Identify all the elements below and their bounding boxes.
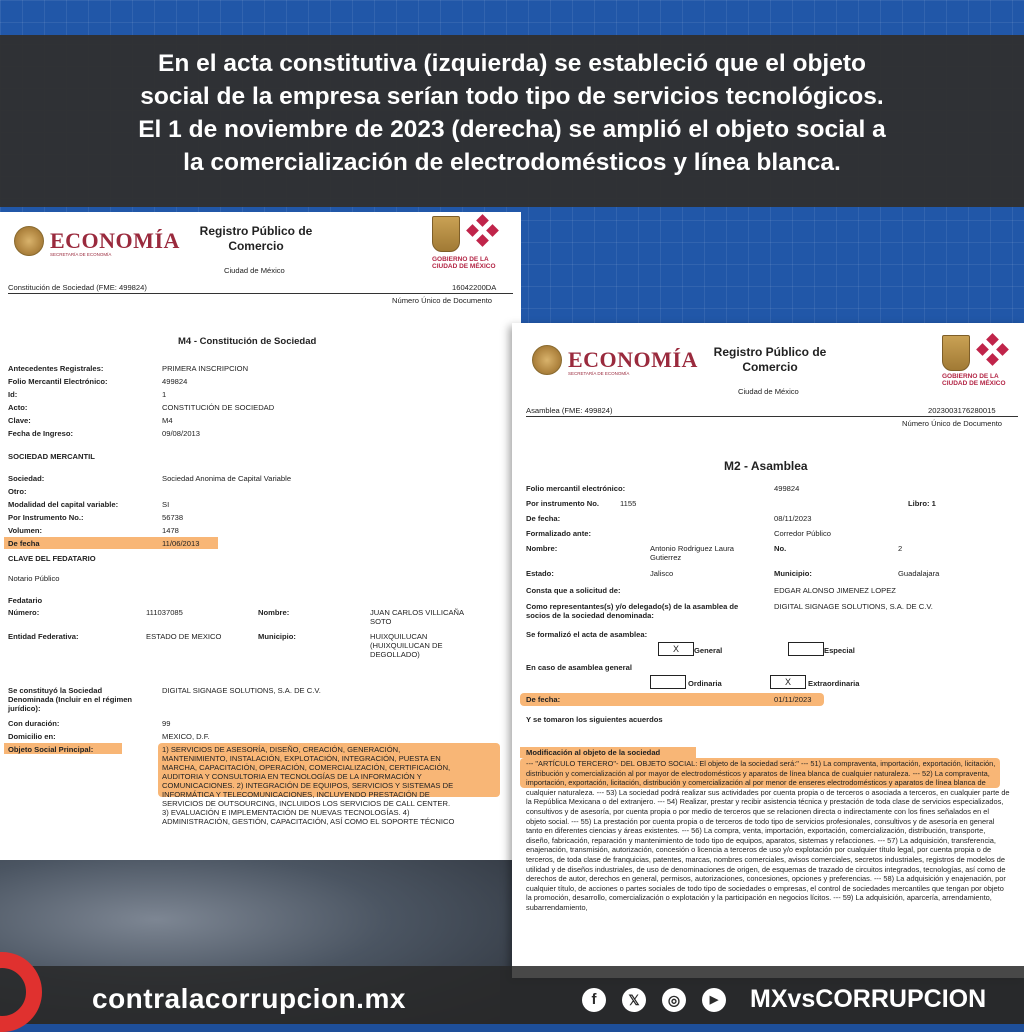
field-label: Folio mercantil electrónico:: [526, 484, 626, 493]
checkbox-label: Extraordinaria: [808, 679, 860, 688]
field-value: 111037085: [146, 608, 183, 617]
field-label: Municipio:: [774, 569, 812, 578]
nud-label: Número Único de Documento: [392, 296, 493, 305]
cdmx-label-line: GOBIERNO DE LA: [432, 256, 489, 263]
text-line: ADMINISTRACIÓN, GESTIÓN, CAPACITACIÓN, ASÍ COMO EL SOPORTE TÉCNICO: [162, 817, 455, 826]
field-value: 499824: [162, 377, 188, 386]
doc-title-line: Comercio: [228, 239, 284, 253]
brand-subtitle: SECRETARÍA DE ECONOMÍA: [568, 371, 630, 376]
field-label: Fecha de Ingreso:: [8, 429, 73, 438]
cdmx-mark-icon: [468, 216, 498, 246]
doc-title: [196, 224, 316, 254]
document-constitucion: [0, 212, 521, 860]
field-value: Guadalajara: [898, 569, 940, 578]
field-value: 1: [162, 390, 167, 399]
field-label: Con duración:: [8, 719, 60, 728]
cdmx-label: [432, 256, 496, 270]
ref-right: 16042200DA: [452, 283, 497, 292]
value-line: DEGOLLADO): [370, 650, 420, 659]
field-value: MEXICO, D.F.: [162, 732, 210, 741]
field-value: 499824: [774, 484, 800, 493]
field-value: DIGITAL SIGNAGE SOLUTIONS, S.A. DE C.V.: [774, 602, 933, 611]
field-value: Jalisco: [650, 569, 674, 578]
section-title: M2 - Asamblea: [724, 459, 808, 473]
ref-right: 2023003176280015: [928, 406, 996, 415]
seal-icon: [14, 226, 44, 256]
field-value: [370, 608, 464, 626]
field-value: 08/11/2023: [774, 514, 812, 523]
coat-of-arms-icon: [432, 216, 460, 252]
field-label: Objeto Social Principal:: [8, 745, 94, 754]
ref-left: Asamblea (FME: 499824): [526, 406, 613, 415]
section-heading: CLAVE DEL FEDATARIO: [8, 554, 96, 563]
field-value: DIGITAL SIGNAGE SOLUTIONS, S.A. DE C.V.: [162, 686, 321, 695]
acuerdos-label: Y se tomaron los siguientes acuerdos: [526, 715, 663, 724]
checkbox-label: General: [694, 646, 723, 655]
field-label: Por instrumento No.: [526, 499, 599, 508]
field-value: Corredor Público: [774, 529, 831, 538]
field-value: SI: [162, 500, 170, 509]
field-value: 1478: [162, 526, 179, 535]
field-label: Sociedad:: [8, 474, 45, 483]
fedatario: Fedatario: [8, 596, 43, 605]
value-line: JUAN CARLOS VILLICAÑA: [370, 608, 465, 617]
field-label: De fecha:: [526, 695, 561, 704]
label-line: jurídico):: [8, 704, 41, 713]
checkbox-label: Especial: [824, 646, 855, 655]
field-label: En caso de asamblea general: [526, 663, 632, 672]
field-value: 09/08/2013: [162, 429, 201, 438]
text-line: 3) EVALUACIÓN E IMPLEMENTACIÓN DE NUEVAS TECNOLOGÍAS. 4): [162, 808, 410, 817]
site-link[interactable]: contralacorrupcion.mx: [92, 983, 406, 1014]
header-line: social de la empresa serían todo tipo de servicios tecnológicos.: [140, 83, 884, 110]
city: Ciudad de México: [224, 266, 285, 275]
text-line: AUDITORIA Y CONSULTORIA EN TECNOLOGÍAS DE LA INFORMACIÓN Y: [162, 772, 422, 781]
field-value: 11/06/2013: [162, 539, 200, 548]
field-value: Libro: 1: [908, 499, 936, 508]
cdmx-mark-icon: [978, 335, 1008, 365]
checkbox-ordinaria: [650, 675, 686, 689]
doc-title-line: Registro Público de: [713, 345, 827, 359]
city: Ciudad de México: [738, 387, 799, 396]
x-icon[interactable]: 𝕏: [622, 988, 646, 1012]
value-line: (HUIXQUILUCAN DE: [370, 641, 443, 650]
text-line: COMUNICACIONES. 2) INTEGRACIÓN DE EQUIPOS, SERVICIOS Y SISTEMAS DE: [162, 781, 454, 790]
field-label: Número:: [8, 608, 40, 617]
cdmx-label-line: CIUDAD DE MÉXICO: [432, 263, 496, 270]
field-label: Por Instrumento No.:: [8, 513, 84, 522]
header-line: El 1 de noviembre de 2023 (derecha) se amplió el objeto social a: [138, 116, 886, 143]
facebook-icon[interactable]: f: [582, 988, 606, 1012]
cdmx-label-line: GOBIERNO DE LA: [942, 373, 999, 380]
label-line: Denominada (Incluir en el régimen: [8, 695, 133, 704]
cdmx-logo: [942, 335, 1008, 371]
field-value: 56738: [162, 513, 184, 522]
field-value: 2: [898, 544, 903, 553]
checkbox-label: Ordinaria: [688, 679, 722, 688]
field-label: Se formalizó el acta de asamblea:: [526, 630, 648, 639]
field-label: Otro:: [8, 487, 27, 496]
text-line: 1) SERVICIOS DE ASESORÍA, DISEÑO, CREACIÓN, GENERACIÓN,: [162, 745, 401, 754]
value-line: HUIXQUILUCAN: [370, 632, 428, 641]
text-line: INFORMÁTICA Y TELECOMUNICACIONES, INCLUYENDO PRESTACIÓN DE: [162, 790, 430, 799]
divider: [526, 416, 1018, 417]
checkbox-general: X: [658, 642, 694, 656]
brand-subtitle: SECRETARÍA DE ECONOMÍA: [50, 252, 112, 257]
field-label: De fecha:: [526, 514, 561, 523]
cdmx-label-line: CIUDAD DE MÉXICO: [942, 380, 1006, 387]
youtube-icon[interactable]: ▶: [702, 988, 726, 1012]
field-label: Acto:: [8, 403, 28, 412]
field-label: Municipio:: [258, 632, 296, 641]
section-title: M4 - Constitución de Sociedad: [178, 336, 317, 347]
ref-left: Constitución de Sociedad (FME: 499824): [8, 283, 147, 292]
field-label: Formalizado ante:: [526, 529, 591, 538]
doc-title-line: Registro Público de: [199, 224, 313, 238]
field-label: No.: [774, 544, 787, 553]
field-value: [650, 544, 734, 562]
social-handle[interactable]: MXvsCORRUPCION: [750, 985, 987, 1013]
field-label: Volumen:: [8, 526, 43, 535]
field-value: ESTADO DE MEXICO: [146, 632, 222, 641]
value-line: SOTO: [370, 617, 392, 626]
field-label: [526, 602, 738, 620]
field-label: Estado:: [526, 569, 554, 578]
field-value: 01/11/2023: [774, 695, 812, 704]
text-line: MANTENIMIENTO, INSTALACIÓN, EXPLOTACIÓN, INTEGRACIÓN, PUESTA EN: [162, 754, 441, 763]
divider: [8, 293, 513, 294]
field-value: CONSTITUCIÓN DE SOCIEDAD: [162, 403, 275, 412]
field-label: Id:: [8, 390, 18, 399]
field-value: 99: [162, 719, 171, 728]
cdmx-label: [942, 373, 1006, 387]
notario: Notario Público: [8, 574, 60, 583]
header-line: En el acta constitutiva (izquierda) se estableció que el objeto: [158, 50, 866, 77]
value-line: Gutierrez: [650, 553, 682, 562]
field-label: Nombre:: [258, 608, 290, 617]
doc-title: [708, 345, 832, 375]
field-label: Folio Mercantil Electrónico:: [8, 377, 108, 386]
text-line: MARCHA, CAPACITACIÓN, OPERACIÓN, COMERCIALIZACIÓN, CERTIFICACIÓN,: [162, 763, 451, 772]
field-value: PRIMERA INSCRIPCION: [162, 364, 249, 373]
mod-text: --- "ARTÍCULO TERCERO"- DEL OBJETO SOCIAL: El objeto de la sociedad será:" --- 51) La compraventa, importación, exportación, licitación, distribución y comercialización al por mayor de electrodomésticos y aparatos de línea blanca de cualquier naturaleza. --- 52) La compraventa, importación, exportación, licitación, distribución y comercialización al por menor de enseres electrodomésticos y aparatos de línea blanca de cualquier naturaleza. --- 53) La sociedad podrá realizar sus actividades por cuenta propia o de terceros o asociada a terceros, en cualquier parte de la República Mexicana o del extranjero. --- 54) Realizar, prestar y recibir asistencia técnica y prestación de toda clase de servicios especializados, consultivos y de asesoría, por cuenta propia o por medio de terceros que se relacionen directa o indirectamente con los fines señalados en el objeto social. --- 55) La prestación por cuenta propia o de terceros de todo tipo de servicios profesionales, consultivos y de asesoría en general tanto en diferentes ciencias y áreas existentes. --- 56) La compra, venta, importación, exportación, comercialización, distribución, transporte, diseño, fabricación, reparación y mantenimiento de todo tipo de equipos, aparatos, sistemas y refacciones. --- 57) La adquisición, transferencia, enajenación, transmisión, autorización, concesión o licencia a terceros de uso y/o explotación por cualquier título legal, por cuenta propia o de terceros, de toda clase de franquicias, patentes, marcas, nombres comerciales, avisos comerciales, secretos industriales, registros de modelos de utilidad y de diseños industriales, de uso de denominaciones de origen, de esquemas de trazado de circuitos integrados, tecnologías, así como de derechos de autor, derechos en general, permisos, autorizaciones, concesiones, opciones y preferencias. --- 58) La adquisición y enajenación, por cualquier título, de acciones o partes sociales de todo tipo de sociedades o empresas, el control de sociedades mercantiles que tengan por objeto la promoción, desarrollo, comercialización o explotación y la participación en negocios lícitos. --- 59) La adquisición, aparcería, arrendamiento, subarrendamiento,: [526, 759, 1010, 912]
field-label: Consta que a solicitud de:: [526, 586, 621, 595]
document-asamblea: [512, 323, 1024, 978]
field-label: Clave:: [8, 416, 31, 425]
header-line: la comercialización de electrodomésticos y línea blanca.: [183, 149, 841, 176]
doc-title-line: Comercio: [742, 360, 798, 374]
label-line: Se constituyó la Sociedad: [8, 686, 103, 695]
field-label: Modalidad del capital variable:: [8, 500, 119, 509]
brand-name: ECONOMÍA: [50, 228, 180, 253]
coat-of-arms-icon: [942, 335, 970, 371]
checkbox-extraordinaria: X: [770, 675, 806, 689]
field-label: [8, 686, 132, 713]
field-label: Domicilio en:: [8, 732, 56, 741]
field-label: Nombre:: [526, 544, 558, 553]
field-value: 1155: [620, 499, 637, 508]
header-caption: [30, 47, 994, 179]
seal-icon: [532, 345, 562, 375]
label-line: socios de la sociedad denominada:: [526, 611, 654, 620]
objeto-social-text: [162, 745, 454, 826]
field-value: M4: [162, 416, 173, 425]
brand-name: ECONOMÍA: [568, 347, 698, 372]
instagram-icon[interactable]: ◎: [662, 988, 686, 1012]
nud-label: Número Único de Documento: [902, 419, 1003, 428]
section-heading: SOCIEDAD MERCANTIL: [8, 452, 95, 461]
field-value: Sociedad Anonima de Capital Variable: [162, 474, 292, 483]
field-label: Entidad Federativa:: [8, 632, 79, 641]
label-line: Como representantes(s) y/o delegado(s) de la asamblea de: [526, 602, 739, 611]
field-label: Antecedentes Registrales:: [8, 364, 104, 373]
checkbox-especial: [788, 642, 824, 656]
field-value: [370, 632, 443, 659]
text-line: SERVICIOS DE OUTSOURCING, INCLUIDOS LOS SERVICIOS DE CALL CENTER.: [162, 799, 451, 808]
field-value: EDGAR ALONSO JIMENEZ LOPEZ: [774, 586, 896, 595]
mod-label: Modificación al objeto de la sociedad: [526, 748, 661, 757]
cdmx-logo: [432, 216, 498, 252]
field-label: De fecha: [8, 539, 40, 548]
value-line: Antonio Rodriguez Laura: [650, 544, 735, 553]
